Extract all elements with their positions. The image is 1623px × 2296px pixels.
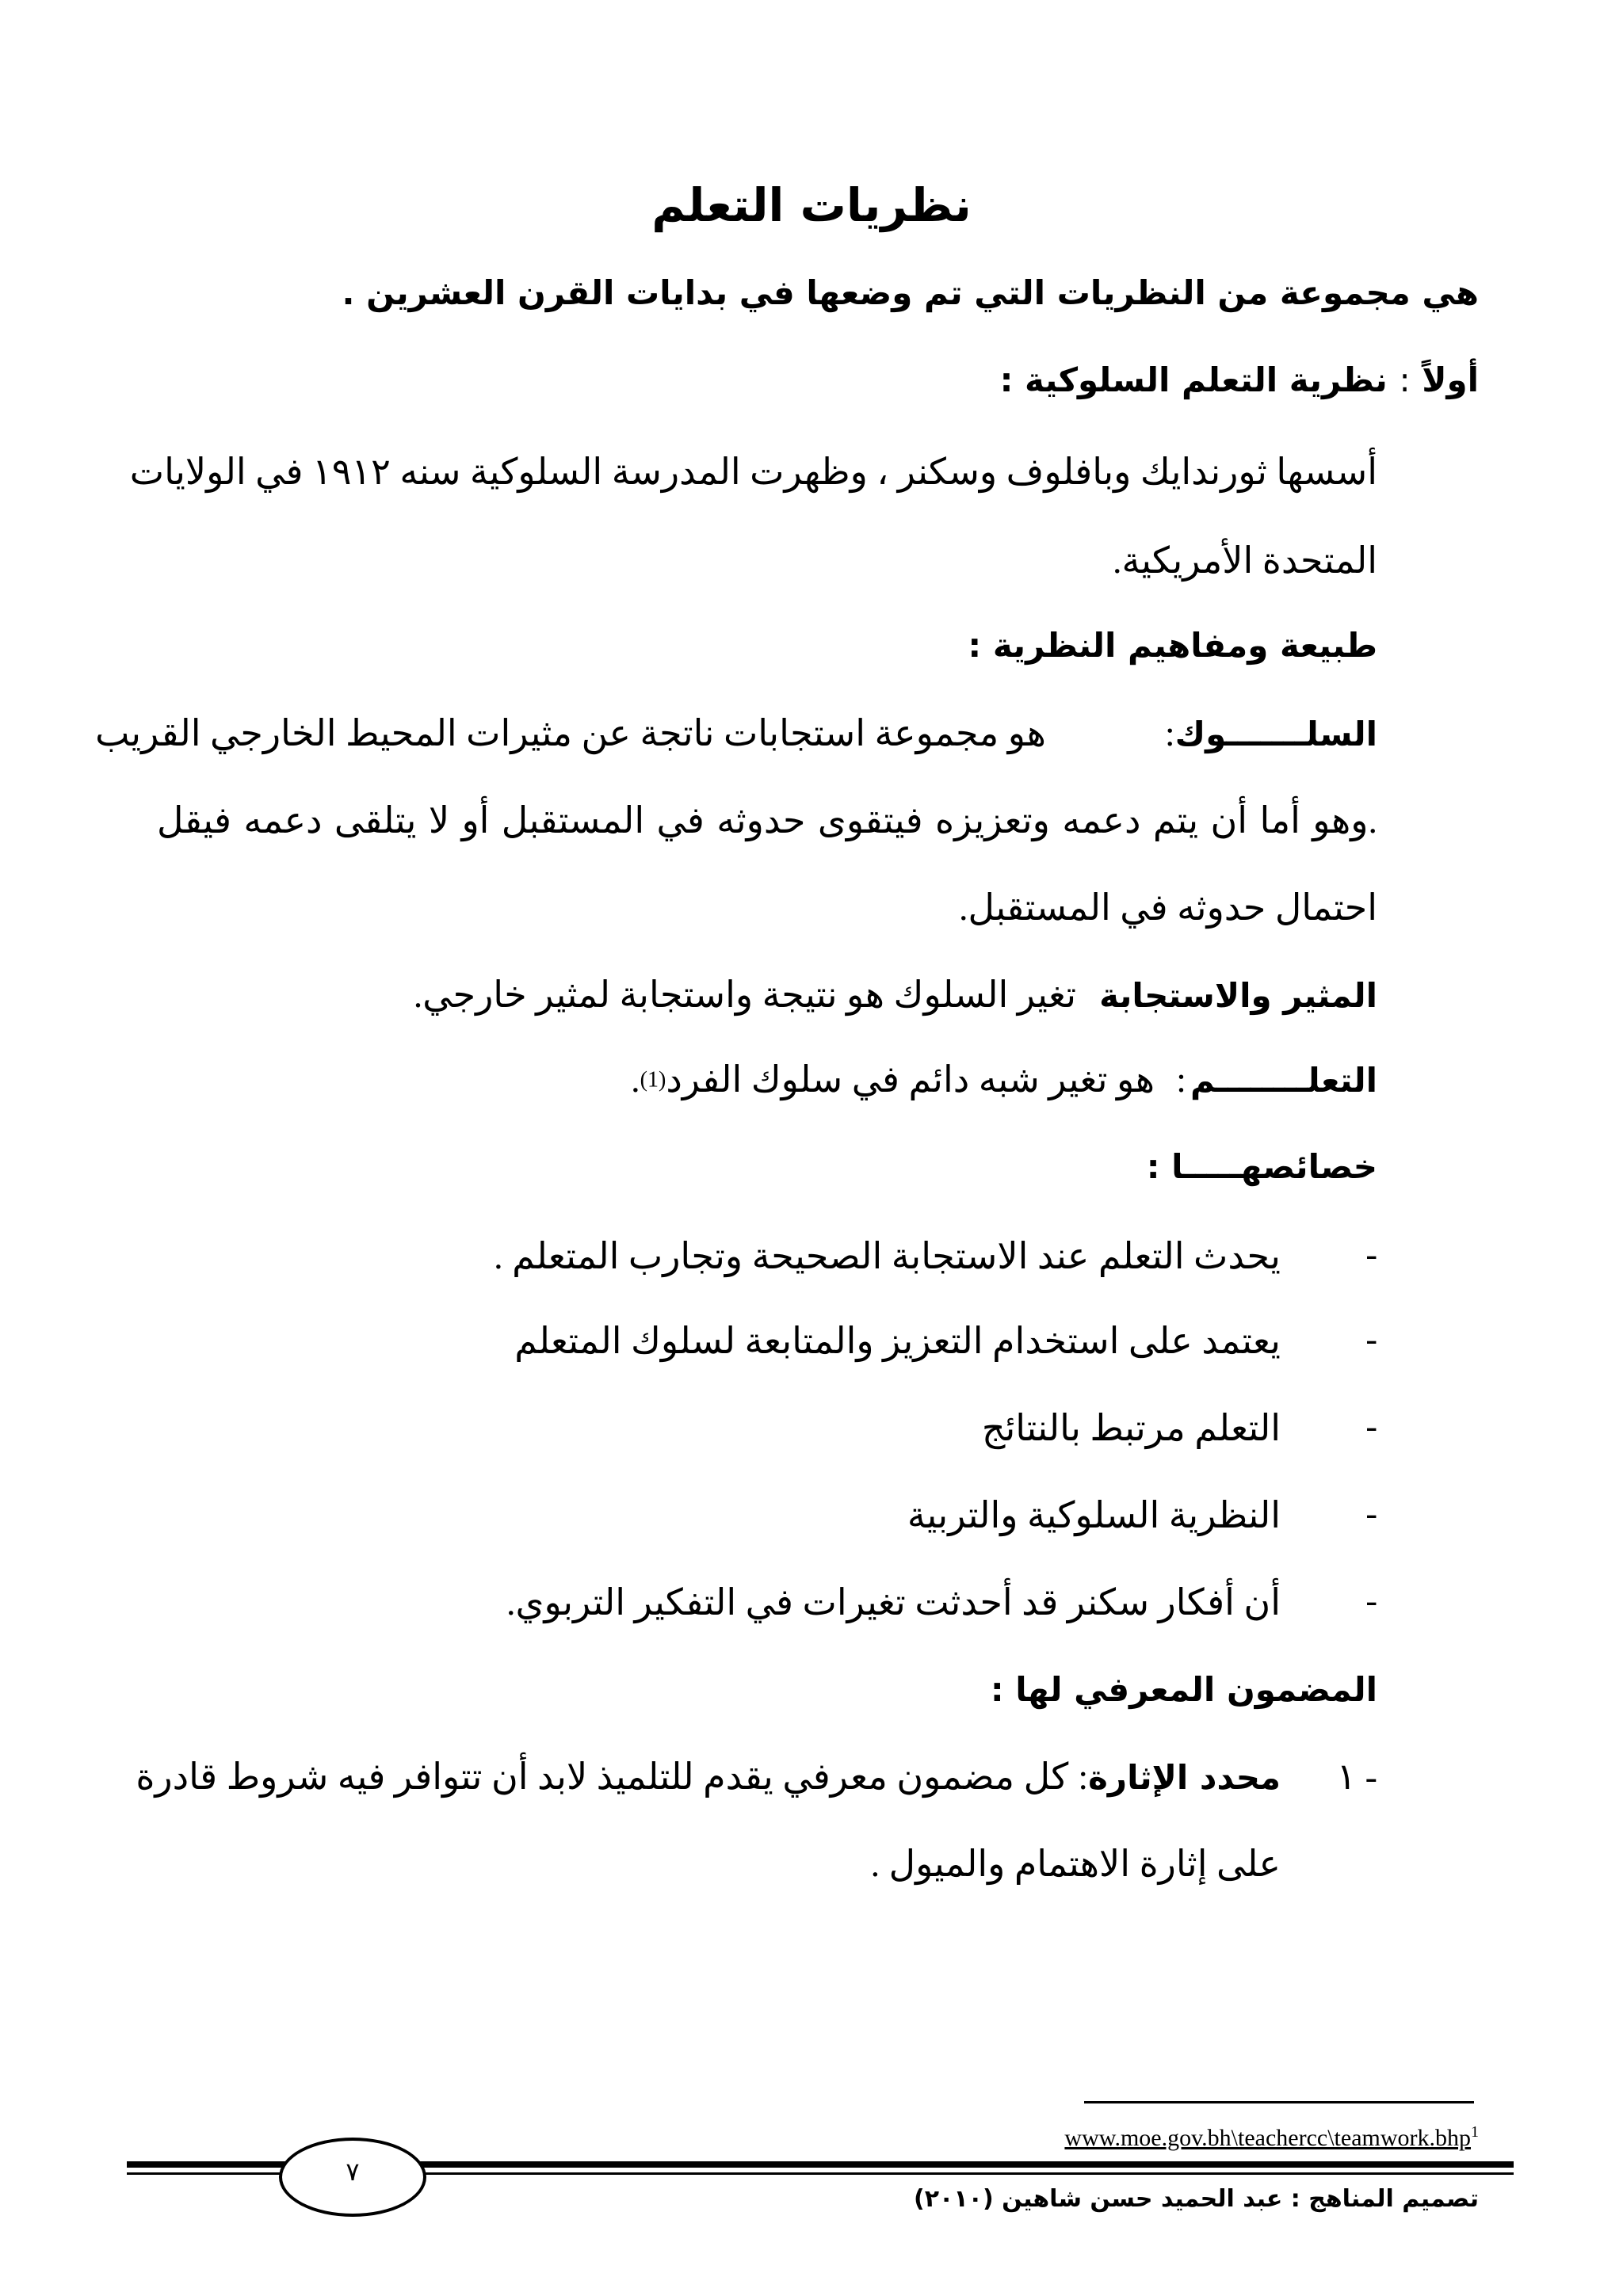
stimulus-response-line: [414, 973, 1377, 1016]
section-colon: :: [1399, 360, 1411, 399]
bullet-dash-1: -: [1365, 1235, 1377, 1274]
behavior-def-1: هو مجموعة استجابات ناتجة عن مثيرات المحيط الخارجي القريب: [95, 713, 1046, 753]
footnote-separator: [1084, 2101, 1474, 2103]
item-1-colon: :: [1078, 1756, 1089, 1797]
behavior-definition-line-3: احتمال حدوثه في المستقبل.: [958, 887, 1377, 928]
bullet-item-1: يحدث التعلم عند الاستجابة الصحيحة وتجارب المتعلم .: [494, 1236, 1281, 1276]
behavior-term: السلـــــــوك: [1174, 715, 1377, 753]
section-heading-behavioral: [1000, 360, 1479, 399]
behavior-definition-line-2: .وهو أما أن يتم دعمه وتعزيزه فيتقوى حدوثه في المستقبل أو لا يتلقى دعمه فيقل: [157, 800, 1377, 841]
section-prefix: أولاً: [1422, 360, 1479, 399]
footnote-link[interactable]: www.moe.gov.bh\teachercc\teamwork.bhp: [1064, 2125, 1471, 2151]
learning-end: .: [631, 1059, 640, 1100]
behavior-definition-line-1: [95, 711, 1377, 754]
bullet-item-2: يعتمد على استخدام التعزيز والمتابعة لسلوك المتعلم: [514, 1321, 1281, 1361]
footer-credit: تصميم المناهج : عبد الحميد حسن شاهين (٢٠١٠): [914, 2185, 1479, 2213]
bullet-dash-5: -: [1365, 1581, 1377, 1620]
cognitive-content-heading: المضمون المعرفي لها :: [990, 1670, 1377, 1709]
item-1-number: ١ -: [1336, 1756, 1377, 1797]
footnote-text: [1064, 2123, 1479, 2152]
bullet-dash-3: -: [1365, 1407, 1377, 1446]
item-1-line-2: على إثارة الاهتمام والميول .: [870, 1844, 1281, 1884]
item-1-line-1: [136, 1755, 1281, 1798]
bullet-item-5: أن أفكار سكنر قد أحدثت تغيرات في التفكير التربوي.: [506, 1582, 1281, 1623]
characteristics-heading: خصائصهـــــا :: [1146, 1147, 1377, 1186]
behavior-colon: :: [1164, 713, 1175, 753]
learning-colon: :: [1176, 1059, 1186, 1100]
footnote-mark: 1: [1471, 2123, 1479, 2141]
stimulus-def: تغير السلوك هو نتيجة واستجابة لمثير خارجي.: [413, 974, 1077, 1015]
bullet-item-3: التعلم مرتبط بالنتائج: [981, 1408, 1281, 1448]
item-1-text-1: كل مضمون معرفي يقدم للتلميذ لابد أن تتوافر فيه شروط قادرة: [136, 1756, 1069, 1797]
item-1-term: محدد الإثارة: [1088, 1758, 1281, 1797]
concepts-heading: طبيعة ومفاهيم النظرية :: [968, 626, 1377, 665]
bullet-dash-4: -: [1365, 1494, 1377, 1533]
bullet-dash-2: -: [1365, 1320, 1377, 1359]
bullet-item-4: النظرية السلوكية والتربية: [907, 1495, 1281, 1535]
page-number: ٧: [346, 2157, 360, 2187]
founders-line-1: أسسها ثورندايك وبافلوف وسكنر ، وظهرت المدرسة السلوكية سنه ١٩١٢ في الولايات: [129, 452, 1377, 492]
stimulus-term: المثير والاستجابة: [1099, 976, 1377, 1015]
learning-definition-line: [631, 1058, 1377, 1100]
founders-line-2: المتحدة الأمريكية.: [1113, 540, 1377, 581]
learning-term: التعلــــــــم: [1190, 1061, 1377, 1100]
footnote-reference[interactable]: (1): [640, 1067, 666, 1093]
page-title: نظريات التعلم: [651, 178, 972, 232]
section-title: نظرية التعلم السلوكية :: [999, 360, 1388, 399]
intro-text: هي مجموعة من النظريات التي تم وضعها في بدايات القرن العشرين .: [342, 273, 1479, 312]
learning-def: هو تغير شبه دائم في سلوك الفرد: [666, 1059, 1155, 1100]
